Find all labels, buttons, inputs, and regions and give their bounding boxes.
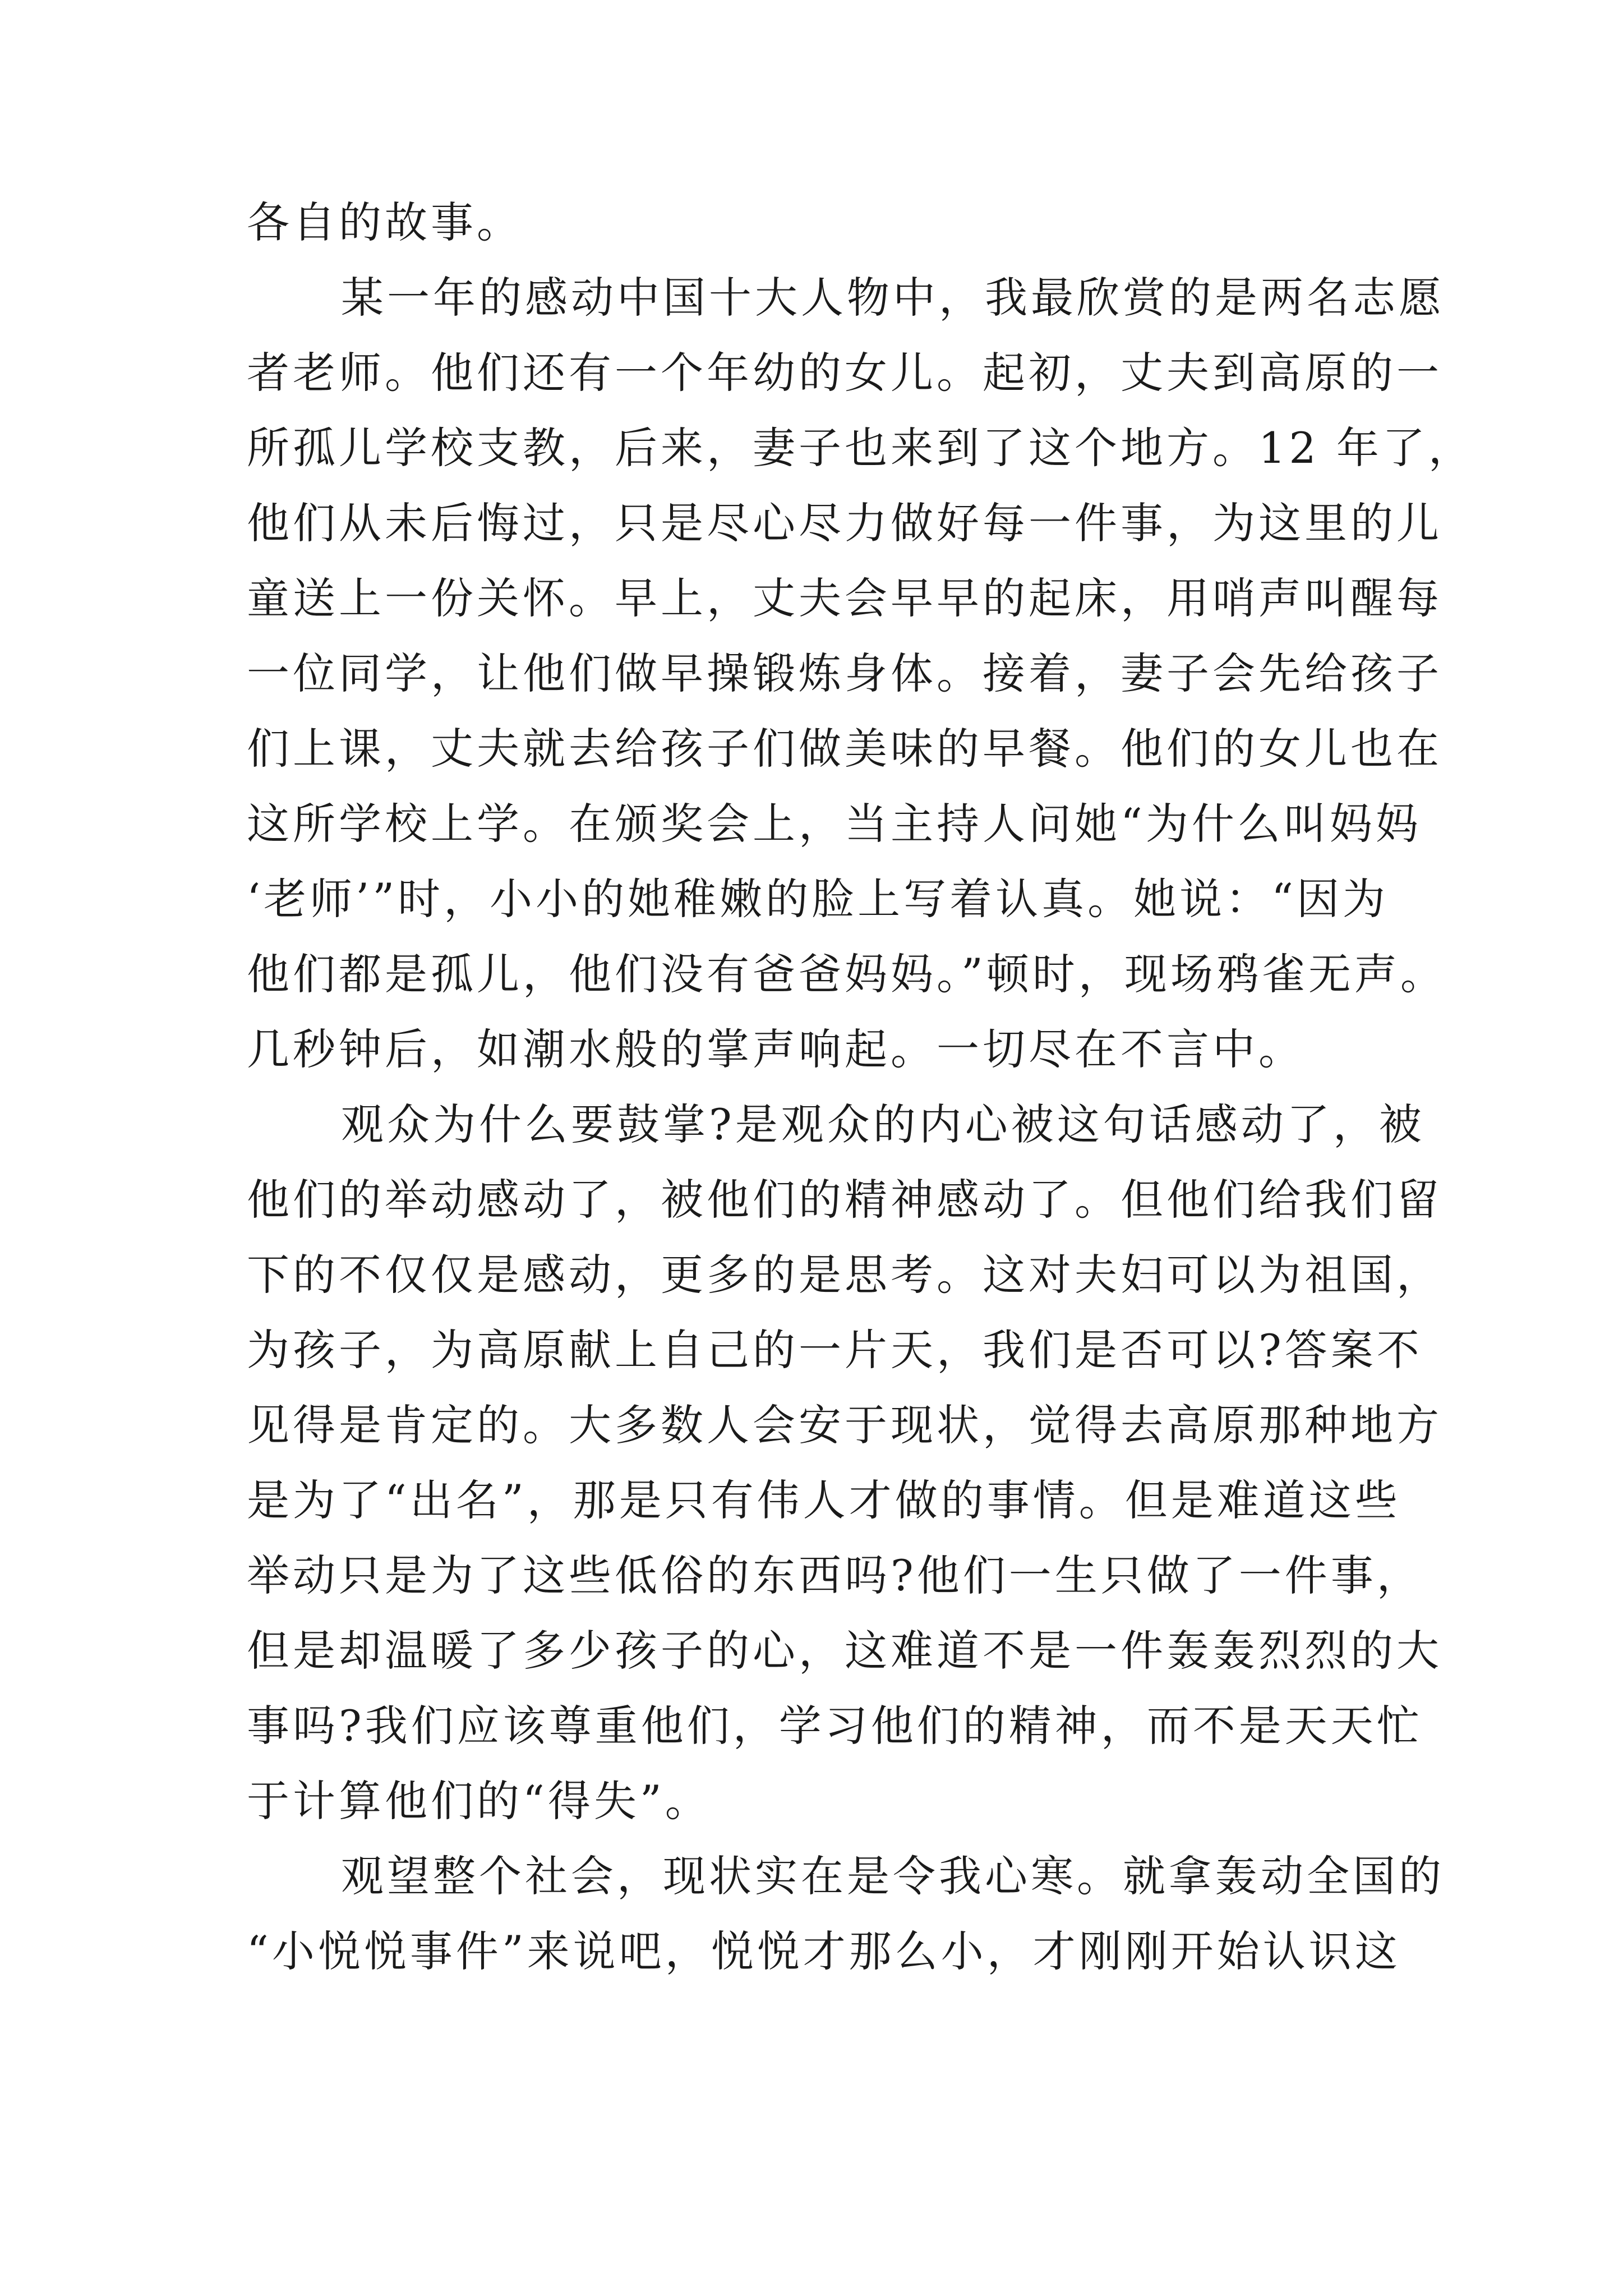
text-line: 下的不仅仅是感动，更多的是思考。这对夫妇可以为祖国， xyxy=(247,1250,1442,1300)
text-line: 见得是肯定的。大多数人会安于现状，觉得去高原那种地方 xyxy=(247,1400,1442,1450)
text-line: “小悦悦事件”来说吧，悦悦才那么小，才刚刚开始认识这 xyxy=(247,1926,1401,1976)
text-line: ‘老师’”时，小小的她稚嫩的脸上写着认真。她说：“因为 xyxy=(247,874,1389,924)
text-line: 某一年的感动中国十大人物中，我最欣赏的是两名志愿 xyxy=(341,273,1445,323)
text-line: 举动只是为了这些低俗的东西吗?他们一生只做了一件事， xyxy=(247,1550,1423,1600)
text-line: 但是却温暖了多少孩子的心，这难道不是一件轰轰烈烈的大 xyxy=(247,1626,1442,1676)
text-line: 一位同学，让他们做早操锻炼身体。接着，妻子会先给孩子 xyxy=(247,648,1442,698)
document-body xyxy=(247,185,1474,1989)
text-line: 各自的故事。 xyxy=(247,197,523,247)
text-line: 者老师。他们还有一个年幼的女儿。起初，丈夫到高原的一 xyxy=(247,348,1442,398)
text-line: 他们都是孤儿，他们没有爸爸妈妈。”顿时，现场鸦雀无声。 xyxy=(247,949,1446,999)
text-line: 事吗?我们应该尊重他们，学习他们的精神，而不是天天忙 xyxy=(247,1701,1423,1751)
text-line: 为孩子，为高原献上自己的一片天，我们是否可以?答案不 xyxy=(247,1325,1423,1375)
text-line: 观众为什么要鼓掌?是观众的内心被这句话感动了，被 xyxy=(341,1099,1425,1149)
text-line: 们上课，丈夫就去给孩子们做美味的早餐。他们的女儿也在 xyxy=(247,724,1442,774)
text-line: 这所学校上学。在颁奖会上，当主持人问她“为什么叫妈妈 xyxy=(247,799,1422,849)
text-line: 是为了“出名”，那是只有伟人才做的事情。但是难道这些 xyxy=(247,1475,1401,1525)
text-line: 所孤儿学校支教，后来，妻子也来到了这个地方。12 年了， xyxy=(247,423,1474,473)
text-line: 观望整个社会，现状实在是令我心寒。就拿轰动全国的 xyxy=(341,1851,1445,1901)
text-line: 他们从未后悔过，只是尽心尽力做好每一件事，为这里的儿 xyxy=(247,498,1442,548)
text-line: 几秒钟后，如潮水般的掌声响起。一切尽在不言中。 xyxy=(247,1024,1304,1074)
text-line: 他们的举动感动了，被他们的精神感动了。但他们给我们留 xyxy=(247,1175,1442,1225)
text-line: 于计算他们的“得失”。 xyxy=(247,1776,711,1826)
text-line: 童送上一份关怀。早上，丈夫会早早的起床，用哨声叫醒每 xyxy=(247,573,1442,623)
